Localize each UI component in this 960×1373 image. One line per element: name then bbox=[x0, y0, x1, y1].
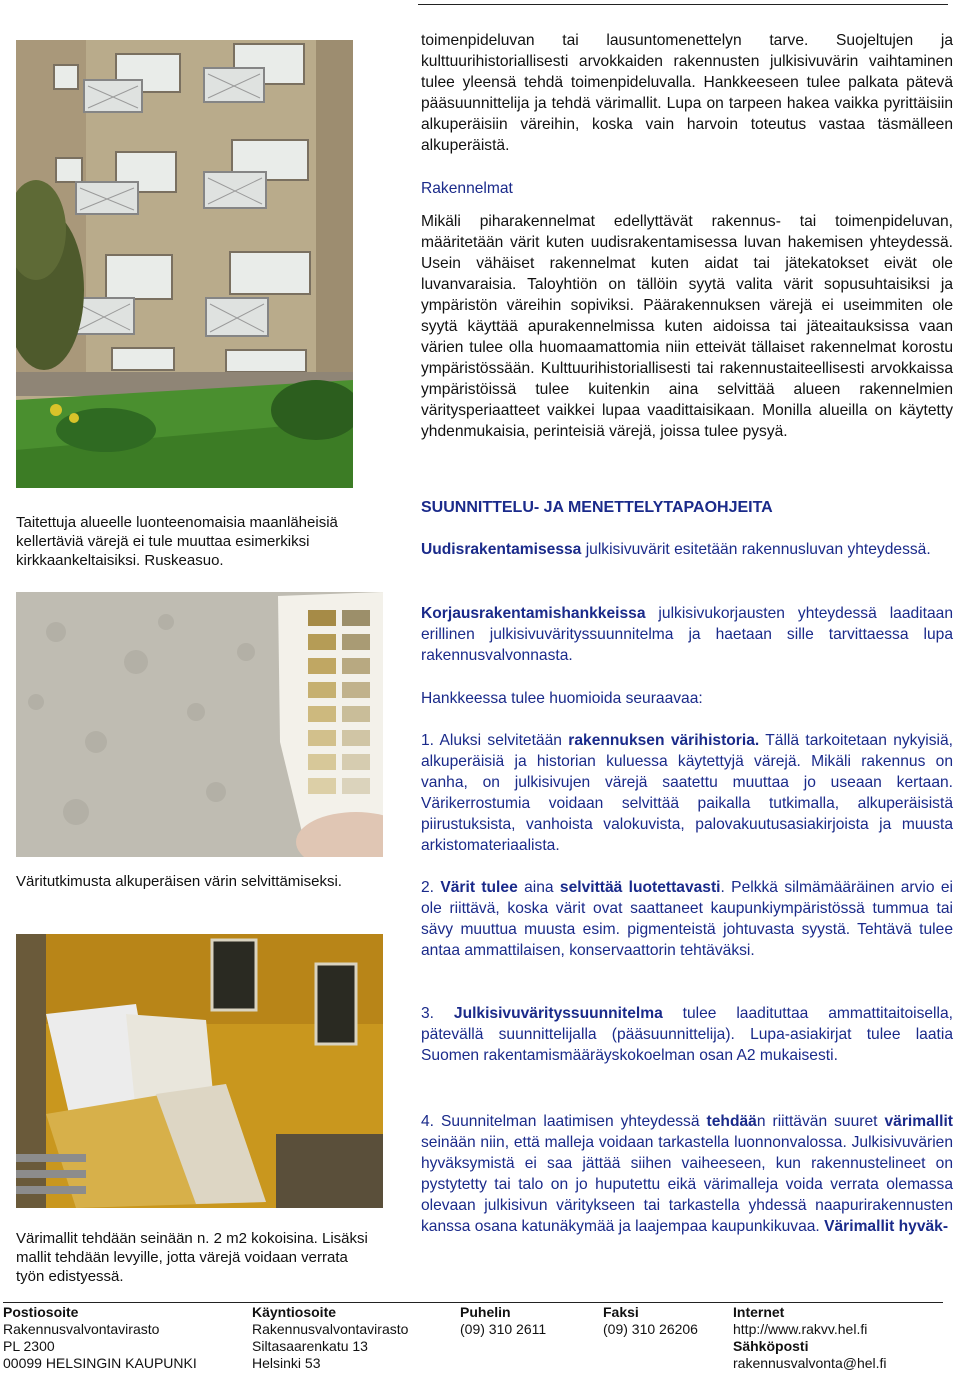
korjaus-paragraph bbox=[421, 603, 953, 666]
faksi-label: Faksi bbox=[603, 1304, 639, 1320]
internet-link[interactable]: http://www.rakvv.hel.fi bbox=[733, 1321, 868, 1337]
step4-c: seinään niin, että malleja voidaan tarkastella luonnonvalossa. Julkisivuvärien hyväksymistä ei saa jättää siihen vaiheeseen, kun rakennustelineet on pystytetty tai talo on jo huputettu eikä värimalleja voida verrata olemassa olevaan julkisivun väritykseen tai tarkastella yhdessä naapurirakennusten kanssa osana katunäkymää ja laajempaa kaupunkikuvaa. bbox=[421, 1134, 953, 1235]
kayntiosoite-label: Käyntiosoite bbox=[252, 1304, 337, 1320]
kayntiosoite-line1: Rakennusvalvontavirasto bbox=[252, 1321, 409, 1337]
color-study-photo bbox=[16, 592, 383, 857]
step2-b: . Pelkkä silmämääräinen arvio ei ole riittävä, koska värit ovat saattaneet kaupunkiympäristössä tummua tai sävy muuttua muusta esim. pigmenteistä johtuvasta syystä. Tehtävä tulee antaa ammattilaisen, konservaattorin tehtäväksi. bbox=[421, 879, 953, 959]
step2-a: 2. bbox=[421, 879, 441, 896]
rakennelmat-text: Mikäli piharakennelmat edellyttävät rakennus- tai toimenpideluvan, määritetään värit kuten uudisrakentamisessa luvan hakemisen yhteydessä. Usein vähäiset rakennelmat kuten aidat tai jätekatokset eivät ole luvanvaraisia. Taloyhtiön on tällöin syytä valita värit sopusuhtaisiksi ja ympäristön väreihin sopiviksi. Päärakennuksen värejä ei useimmiten ole syytä käyttää apurakennelmissa kuten aidoissa tai jäteaitauksissa vaan värien tulee olla huomaamattomia niin etteivät tällaiset rakennelmat korostu ympäristössään. Kulttuurihistoriallisesti tai rakennustaiteellisesti arvokkaissa ympäristöissä tulee kuitenkin aina selvittää alueen rakennelmien väritysperiaatteet vaikkei lupaa vaadittaisikaan. Monilla alueilla on käytetty yhdenmukaisia, perinteisiä värejä, joissa tulee pysyä. bbox=[421, 213, 953, 440]
rakennelmat-paragraph bbox=[421, 211, 953, 442]
step2-bold1: Värit tulee bbox=[440, 879, 518, 896]
step4-b: n riittävän suuret bbox=[756, 1113, 885, 1130]
footer-internet bbox=[733, 1304, 953, 1372]
internet-label: Internet bbox=[733, 1304, 785, 1320]
postiosoite-label: Postiosoite bbox=[3, 1304, 79, 1320]
caption-color-study: Väritutkimusta alkuperäisen värin selvittämiseksi. bbox=[16, 873, 342, 890]
footer-kayntiosoite bbox=[252, 1304, 452, 1372]
footer-faksi bbox=[603, 1304, 728, 1338]
step4-bold3: Värimallit hyväk- bbox=[824, 1218, 949, 1235]
puhelin-value: (09) 310 2611 bbox=[460, 1321, 547, 1337]
step2-mid: aina bbox=[517, 879, 560, 896]
rakennelmat-heading: Rakennelmat bbox=[421, 180, 513, 197]
note-line: Hankkeessa tulee huomioida seuraavaa: bbox=[421, 690, 703, 707]
intro-text: toimenpideluvan tai lausuntomenettelyn tarve. Suojeltujen ja kulttuurihistoriallisesti arvokkaiden rakennusten julkisivuvärin vaihtaminen tulee yleensä tehdä toimenpideluvalla. Hankkeeseen tulee palkata pätevä pääsuunnittelija ja tehdä värimallit. Lupa on tarpeen hakea vaikka pyrittäisiin alkuperäisiin väreihin, koska vain harvoin toteutus vastaa täsmälleen alkuperäistä. bbox=[421, 32, 953, 154]
uudis-rest: julkisivuvärit esitetään rakennusluvan yhteydessä. bbox=[581, 541, 931, 558]
postiosoite-line3: 00099 HELSINGIN KAUPUNKI bbox=[3, 1355, 197, 1371]
step-2 bbox=[421, 877, 953, 961]
sahkoposti-label: Sähköposti bbox=[733, 1338, 809, 1354]
step-3 bbox=[421, 1003, 953, 1066]
kayntiosoite-line3: Helsinki 53 bbox=[252, 1355, 321, 1371]
korjaus-bold: Korjausrakentamishankkeissa bbox=[421, 605, 646, 622]
step1-bold: rakennuksen värihistoria. bbox=[568, 732, 760, 749]
step2-bold2: selvittää luotettavasti bbox=[559, 879, 721, 896]
step3-a: 3. bbox=[421, 1005, 454, 1022]
caption-color-samples: Värimallit tehdään seinään n. 2 m2 kokoisina. Lisäksi mallit tehdään levyille, jotta värejä voidaan verrata työn edistyessä. bbox=[16, 1230, 368, 1285]
korjaus-rest: julkisivukorjausten yhteydessä laaditaan erillinen julkisivuvärityssuunnitelma ja haetaan sille tarvittaessa lupa rakennusvalvonnasta. bbox=[421, 605, 953, 664]
footer-rule bbox=[3, 1302, 943, 1303]
header-rule bbox=[418, 4, 948, 5]
step-1 bbox=[421, 730, 953, 856]
postiosoite-line1: Rakennusvalvontavirasto bbox=[3, 1321, 160, 1337]
step4-bold2: värimallit bbox=[884, 1113, 953, 1130]
puhelin-label: Puhelin bbox=[460, 1304, 511, 1320]
uudis-bold: Uudisrakentamisessa bbox=[421, 541, 582, 558]
kayntiosoite-line2: Siltasaarenkatu 13 bbox=[252, 1338, 368, 1354]
footer-postiosoite bbox=[3, 1304, 243, 1372]
step-4 bbox=[421, 1111, 953, 1237]
color-samples-photo bbox=[16, 934, 383, 1208]
footer-puhelin bbox=[460, 1304, 600, 1338]
step1-a: 1. Aluksi selvitetään bbox=[421, 732, 569, 749]
step1-b: Tällä tarkoitetaan nykyisiä, alkuperäisiä ja historian kuluessa käytettyjä värejä. Mikäli rakennus on vanha, on julkisivujen värejä saatettu muuttaa jo useaan kertaan. Värikerrostumia voidaan selvittää paikalla tutkimalla, alkuperäisistä piirustuksista, vanhoista valokuvista, palovakuutusasiakirjoista ja muusta arkistomateriaalista. bbox=[421, 732, 954, 854]
faksi-value: (09) 310 26206 bbox=[603, 1321, 698, 1337]
step3-bold: Julkisivuvärityssuunnitelma bbox=[453, 1005, 663, 1022]
guide-heading: SUUNNITTELU- JA MENETTELYTAPAOHJEITA bbox=[421, 499, 773, 516]
uudis-paragraph bbox=[421, 539, 953, 560]
intro-paragraph bbox=[421, 30, 953, 156]
caption-building: Taitettuja alueelle luonteenomaisia maanläheisiä kellertäviä värejä ei tule muuttaa esimerkiksi kirkkaankeltaisiksi. Ruskeasuo. bbox=[16, 514, 338, 569]
sahkoposti-link[interactable]: rakennusvalvonta@hel.fi bbox=[733, 1355, 887, 1371]
building-photo bbox=[16, 40, 353, 488]
step4-a: 4. Suunnitelman laatimisen yhteydessä bbox=[421, 1113, 707, 1130]
postiosoite-line2: PL 2300 bbox=[3, 1338, 55, 1354]
step4-bold1: tehdää bbox=[706, 1113, 757, 1130]
step3-b: tulee laadituttaa ammattitaitoisella, pätevällä suunnittelijalla (pääsuunnittelija). Lupa-asiakirjat tulee laatia Suomen rakentamismääräyskokoelman osan A2 mukaisesti. bbox=[421, 1005, 953, 1064]
